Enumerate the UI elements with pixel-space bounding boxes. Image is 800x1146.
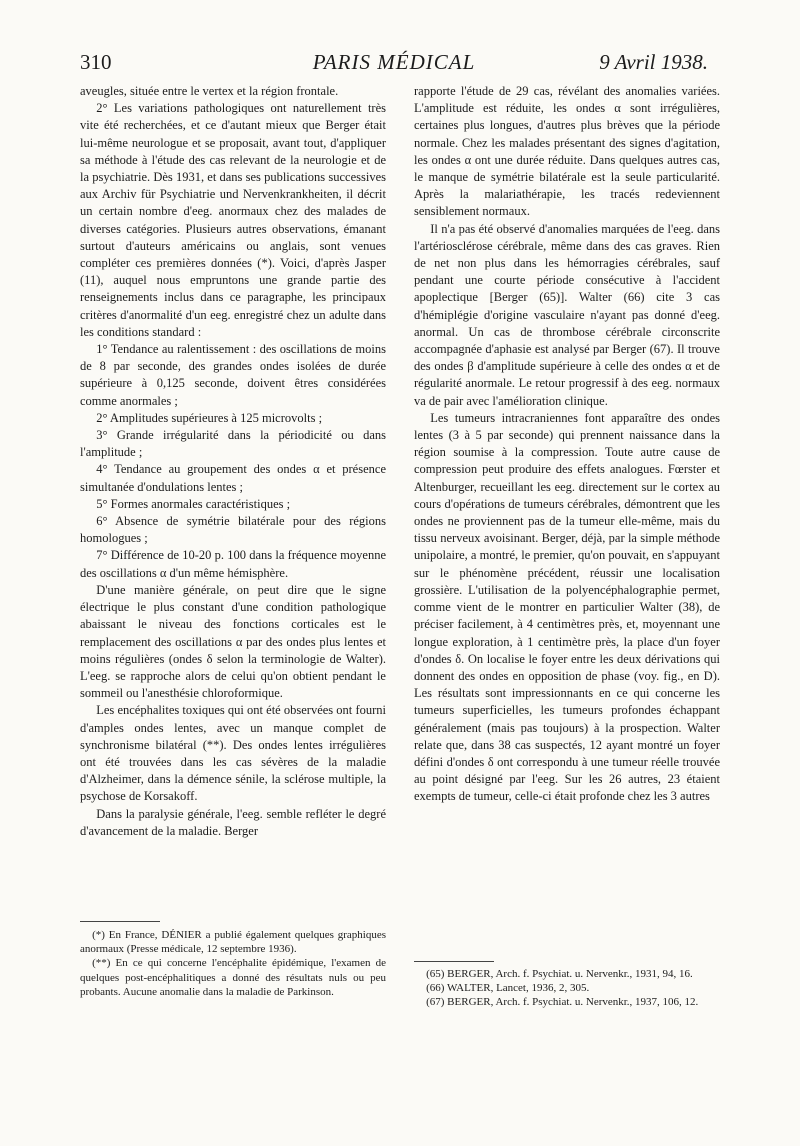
paragraph: Les tumeurs intracraniennes font apparaître des ondes lentes (3 à 5 par seconde) qui prennent naissance dans la région soumise à la compression. Toute autre cause de compression peut produire des effets analogues. Fœrster et Altenburger, recueillant les eeg. directement sur le cortex au cours d'opérations de tumeurs cérébrales, démontrent que les ondes ne proviennent pas de la tumeur elle-même, mais du tissu nerveux avoisinant. Berger, déjà, par la simple méthode unipolaire, a montré, le premier, qu'on pouvait, en s'appuyant sur le phénomène précédent, réussir une localisation grossière. L'utilisation de la polyencéphalographie permet, comme vient de le montrer en particulier Walter (38), de préciser facilement, à 4 centimètres près, et, moyennant une longue exploration, à 1 centimètre près, la place d'un foyer d'ondes δ. On localise le foyer entre les deux dérivations qui donnent des ondes en opposition de phase (voy. fig., en D). Les résultats sont impressionnants en ce qui concerne les tumeurs superficielles, les tumeurs profondes échappant généralement (mais pas toujours) à la prospection. Walter relate que, dans 38 cas suspectés, 12 ayant montré un foyer défini d'ondes δ ont correspondu à une tumeur réelle trouvée au point désigné par l'eeg. Sur les 26 autres, 23 étaient exempts de tumeur, celle-ci était profonde chez les 3 autres — [414, 410, 720, 804]
footnote: (**) En ce qui concerne l'encéphalite épidémique, l'examen de quelques post-encéphalitiques a donné des résultats nuls ou peu probants. Aucune anomalie dans la maladie de Parkinson. — [80, 957, 386, 998]
journal-title: PARIS MÉDICAL — [312, 50, 476, 74]
criteria-item: 1° Tendance au ralentissement : des oscillations de moins de 8 par seconde, des grandes ondes isolées de durée supérieure à 0,125 seconde, doivent êtres considérées comme anormales ; — [80, 342, 386, 408]
reference: (67) BERGER, Arch. f. Psychiat. u. Nervenkr., 1937, 106, 12. — [426, 996, 699, 1009]
paragraph: Les encéphalites toxiques qui ont été observées ont fourni d'amples ondes lentes, avec un manque complet de synchronisme bilatéral (**). Des ondes lentes irrégulières ont été trouvées dans les cas sévères de la maladie d'Alzheimer, dans la démence sénile, la sclérose multiple, la psychose de Korsakoff. — [80, 703, 386, 804]
criteria-item: 2° Amplitudes supérieures à 125 microvolts ; — [96, 410, 323, 425]
page-header — [80, 50, 708, 80]
criteria-item: 4° Tendance au groupement des ondes α et présence simultanée d'ondulations lentes ; — [80, 462, 386, 494]
paragraph: Dans la paralysie générale, l'eeg. semble refléter le degré d'avancement de la maladie. Berger — [80, 806, 386, 838]
footnotes-left — [80, 928, 386, 999]
footnotes-right — [414, 967, 720, 1010]
reference: (66) WALTER, Lancet, 1936, 2, 305. — [426, 982, 590, 995]
page-number: 310 — [80, 50, 112, 74]
criteria-item: 5° Formes anormales caractéristiques ; — [96, 496, 291, 511]
left-column — [80, 83, 386, 840]
paragraph: D'une manière générale, on peut dire que le signe électrique le plus constant d'une condition pathologique abaissant le niveau des fonctions corticales est le remplacement des oscillations α par des ondes plus lentes et moins régulières (ondes δ selon la terminologie de Walter). L'eeg. se rapproche alors de celui qu'on obtient pendant le sommeil ou l'anesthésie chloroformique. — [80, 582, 386, 701]
footnote-divider — [414, 961, 494, 962]
paragraph: rapporte l'étude de 29 cas, révélant des anomalies variées. L'amplitude est réduite, les ondes α sont irrégulières, certaines plus longues, d'autres plus brèves que la période normale. Chez les malades présentant des signes d'agitation, les ondes α ont une durée réduite. Dans quelques autres cas, le manque de symétrie bilatérale est la seule particularité. Après la malariathérapie, les tracés redeviennent sensiblement normaux. — [414, 84, 720, 219]
footnote: (*) En France, DÉNIER a publié également quelques graphiques anormaux (Presse médicale, 12 septembre 1936). — [80, 929, 386, 956]
issue-date: 9 Avril 1938. — [599, 50, 708, 74]
footnote-divider — [80, 921, 160, 922]
criteria-item: 3° Grande irrégularité dans la périodicité ou dans l'amplitude ; — [80, 428, 386, 460]
paragraph: 2° Les variations pathologiques ont naturellement très vite été recherchées, et ce d'autant mieux que Berger était lui-même neurologue et se proposait, avant tout, d'appliquer sa méthode à l'étude des cas relevant de la neurologie et de la psychiatrie. Dès 1931, et dans ses publications successives aux Archiv für Psychiatrie und Nervenkrankheiten, il décrit un certain nombre d'eeg. anormaux chez des malades de diverses catégories. Plusieurs autres observations, émanant surtout d'auteurs américains ou anglais, sont venues compléter ces premières données (*). Voici, d'après Jasper (11), auquel nous empruntons une grande partie des renseignements inclus dans ce paragraphe, les principaux critères d'anormalité d'un eeg. enregistré chez un adulte dans les conditions standard : — [80, 101, 386, 339]
criteria-item: 7° Différence de 10-20 p. 100 dans la fréquence moyenne des oscillations α d'un même hémisphère. — [80, 548, 386, 580]
paragraph: aveugles, située entre le vertex et la région frontale. — [80, 84, 339, 98]
paragraph: Il n'a pas été observé d'anomalies marquées de l'eeg. dans l'artériosclérose cérébrale, même dans des cas graves. Rien de net non plus dans les hémorragies cérébrales, sauf pendant une courte période consécutive à l'accident apoplectique [Berger (65)]. Walter (66) cite 3 cas d'hémiplégie d'origine vasculaire n'ayant pas donné d'eeg. anormal. Un cas de thrombose cérébrale circonscrite accompagnée d'aphasie est analysé par Berger (67). Il trouve des ondes β d'amplitude supérieure à celle des ondes α et de régularité anormale. Le retour progressif à des eeg. normaux va de pair avec l'amélioration clinique. — [414, 221, 720, 408]
reference: (65) BERGER, Arch. f. Psychiat. u. Nervenkr., 1931, 94, 16. — [426, 968, 693, 980]
right-column — [414, 83, 720, 806]
criteria-item: 6° Absence de symétrie bilatérale pour des régions homologues ; — [80, 514, 386, 546]
